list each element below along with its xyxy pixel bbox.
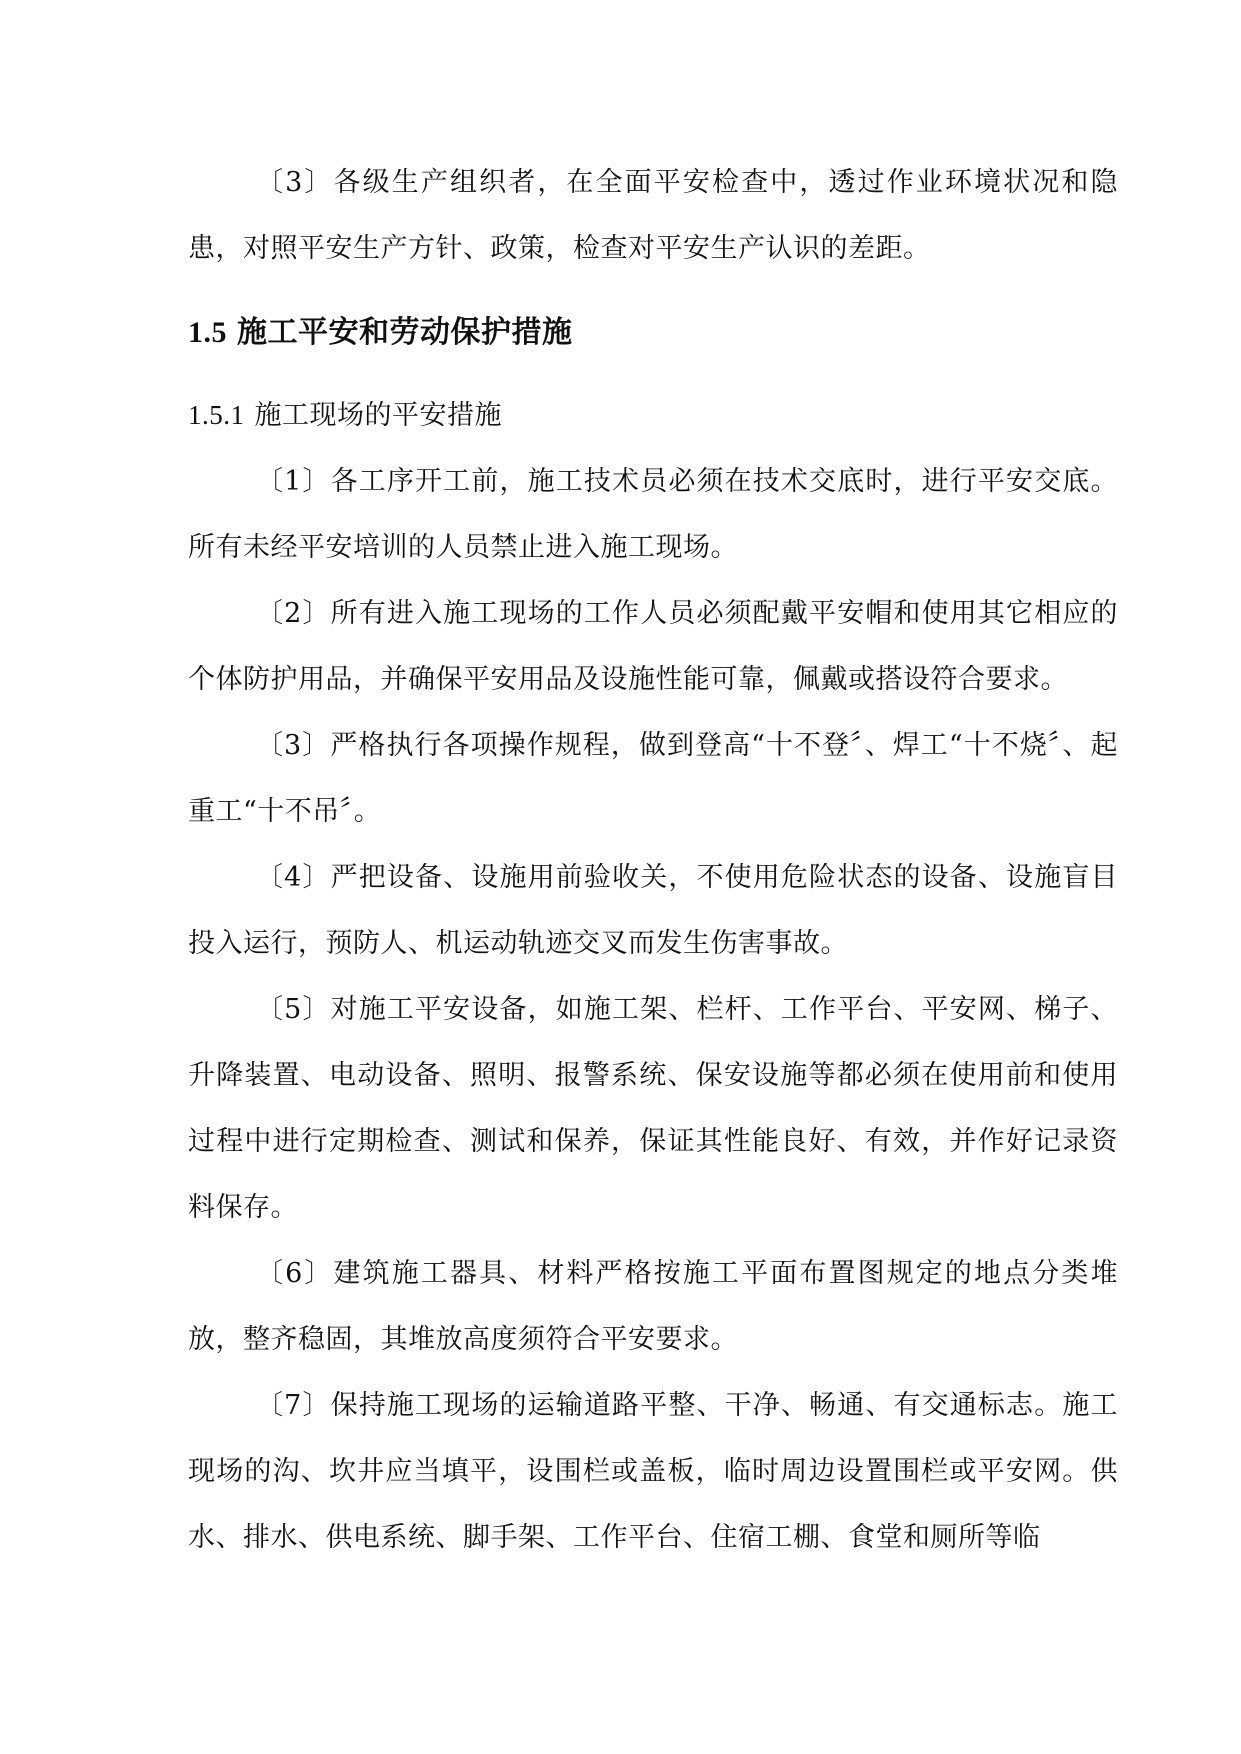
subsection-number: 1.5.1 (188, 400, 245, 430)
paragraph-3: 〔3〕严格执行各项操作规程，做到登高“十不登〞、焊工“十不烧〞、起重工“十不吊〞。 (188, 730, 1118, 827)
subsection-title: 施工现场的平安措施 (254, 400, 502, 431)
paragraph-4: 〔4〕严把设备、设施用前验收关，不使用危险状态的设备、设施盲目投入运行，预防人、机运动轨迹交叉而发生伤害事故。 (188, 862, 1118, 959)
paragraph-6: 〔6〕建筑施工器具、材料严格按施工平面布置图规定的地点分类堆放，整齐稳固，其堆放高度须符合平安要求。 (188, 1258, 1118, 1355)
section-heading (188, 300, 1118, 366)
paragraph-2: 〔2〕所有进入施工现场的工作人员必须配戴平安帽和使用其它相应的个体防护用品，并确保平安用品及设施性能可靠，佩戴或搭设符合要求。 (188, 598, 1118, 695)
paragraph-5: 〔5〕对施工平安设备，如施工架、栏杆、工作平台、平安网、梯子、升降装置、电动设备、照明、报警系统、保安设施等都必须在使用前和使用过程中进行定期检查、测试和保养，保证其性能良好、有效，并作好记录资料保存。 (188, 994, 1118, 1223)
section-number: 1.5 (188, 316, 227, 349)
subsection-heading (188, 382, 1118, 449)
paragraph-1: 〔1〕各工序开工前，施工技术员必须在技术交底时，进行平安交底。所有未经平安培训的人员禁止进入施工现场。 (188, 466, 1118, 563)
paragraph-7: 〔7〕保持施工现场的运输道路平整、干净、畅通、有交通标志。施工现场的沟、坎井应当填平，设围栏或盖板，临时周边设置围栏或平安网。供水、排水、供电系统、脚手架、工作平台、住宿工棚、食堂和厕所等临 (188, 1390, 1118, 1553)
document-body (188, 150, 1118, 1571)
section-title: 施工平安和劳动保护措施 (237, 315, 573, 350)
paragraph-intro-3: 〔3〕各级生产组织者，在全面平安检查中，透过作业环境状况和隐患，对照平安生产方针、政策，检查对平安生产认识的差距。 (188, 167, 1118, 264)
